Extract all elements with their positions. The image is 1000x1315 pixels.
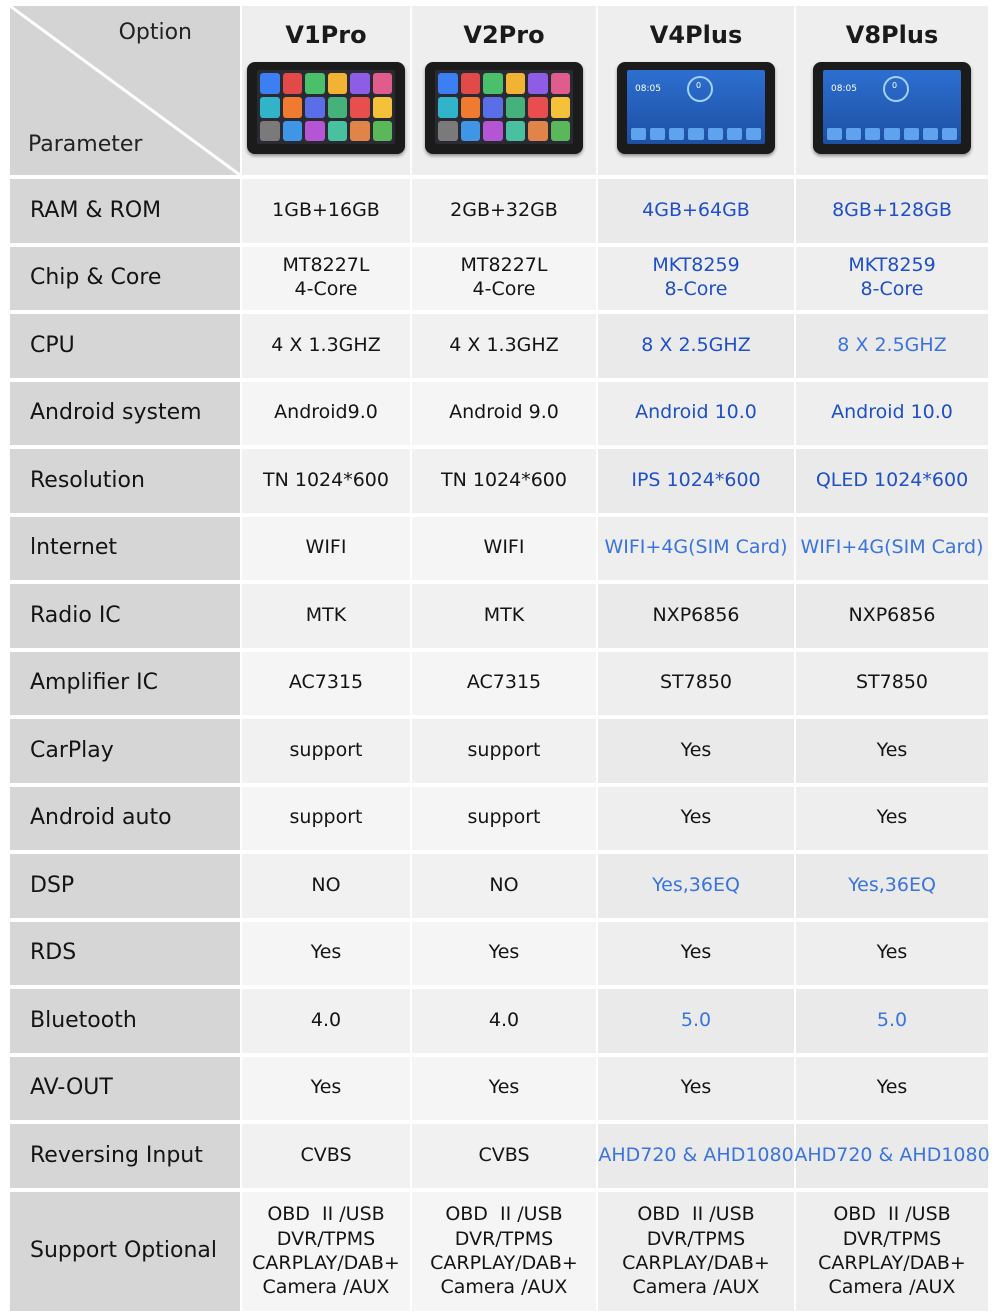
dock-icon <box>884 128 899 140</box>
spec-value: NO <box>242 854 412 922</box>
spec-value: QLED 1024*600 <box>796 449 990 517</box>
spec-value: AC7315 <box>242 652 412 720</box>
app-icon <box>506 97 526 118</box>
spec-value: MTK <box>412 584 598 652</box>
spec-value: 8GB+128GB <box>796 179 990 247</box>
param-label: RDS <box>10 922 242 990</box>
option-label: Option <box>118 20 192 45</box>
spec-value: NXP6856 <box>796 584 990 652</box>
app-icon <box>551 97 571 118</box>
spec-value: 2GB+32GB <box>412 179 598 247</box>
param-label: AV-OUT <box>10 1057 242 1125</box>
model-name: V4Plus <box>649 21 743 49</box>
app-icon <box>461 97 481 118</box>
dock-icon <box>865 128 880 140</box>
spec-value: IPS 1024*600 <box>598 449 796 517</box>
app-icon <box>483 121 503 142</box>
dock-icon <box>708 128 723 140</box>
spec-value: Yes <box>412 922 598 990</box>
spec-value: AHD720 & AHD1080 <box>796 1124 990 1192</box>
app-icon <box>283 121 303 142</box>
spec-value: 8 X 2.5GHZ <box>796 314 990 382</box>
comparison-table <box>10 6 990 1310</box>
spec-value: Android9.0 <box>242 382 412 450</box>
spec-value: 8 X 2.5GHZ <box>598 314 796 382</box>
model-header-v8plus <box>796 6 990 179</box>
app-icon <box>350 73 370 94</box>
dock-icon <box>923 128 938 140</box>
head-unit-image <box>813 62 971 154</box>
spec-value: support <box>412 787 598 855</box>
app-icon <box>260 97 280 118</box>
app-icon <box>438 97 458 118</box>
spec-value: MKT8259 8-Core <box>598 247 796 315</box>
spec-value: Yes <box>796 922 990 990</box>
app-icon <box>373 97 393 118</box>
head-unit-screen <box>435 70 573 144</box>
spec-value: Android 9.0 <box>412 382 598 450</box>
param-label: lnternet <box>10 517 242 585</box>
spec-value: Yes,36EQ <box>796 854 990 922</box>
model-name: V1Pro <box>285 21 367 49</box>
param-label: Radio IC <box>10 584 242 652</box>
app-dock <box>827 128 957 140</box>
spec-value: MKT8259 8-Core <box>796 247 990 315</box>
head-unit-screen <box>823 70 961 144</box>
spec-value: OBD II /USB DVR/TPMS CARPLAY/DAB+ Camera /AUX <box>598 1192 796 1315</box>
app-icon <box>483 73 503 94</box>
param-label: Support Optional <box>10 1192 242 1315</box>
dock-icon <box>827 128 842 140</box>
model-name: V2Pro <box>463 21 545 49</box>
dock-icon <box>846 128 861 140</box>
app-icon <box>260 73 280 94</box>
spec-value: ST7850 <box>796 652 990 720</box>
spec-value: Yes,36EQ <box>598 854 796 922</box>
spec-value: 4 X 1.3GHZ <box>412 314 598 382</box>
dock-icon <box>669 128 684 140</box>
spec-value: Yes <box>598 719 796 787</box>
dock-icon <box>650 128 665 140</box>
spec-value: WIFI <box>242 517 412 585</box>
app-icon <box>283 73 303 94</box>
app-icon <box>506 121 526 142</box>
app-icon <box>260 121 280 142</box>
param-label: Resolution <box>10 449 242 517</box>
app-icon <box>283 97 303 118</box>
parameter-label: Parameter <box>28 132 143 157</box>
spec-value: 4.0 <box>412 989 598 1057</box>
model-name: V8Plus <box>845 21 939 49</box>
app-icon <box>328 121 348 142</box>
param-label: RAM & ROM <box>10 179 242 247</box>
spec-value: WIFI+4G(SIM Card) <box>796 517 990 585</box>
spec-value: 4 X 1.3GHZ <box>242 314 412 382</box>
spec-value: 1GB+16GB <box>242 179 412 247</box>
app-icon <box>506 73 526 94</box>
spec-value: MT8227L 4-Core <box>242 247 412 315</box>
head-unit-screen <box>257 70 395 144</box>
head-unit-image <box>617 62 775 154</box>
dock-icon <box>631 128 646 140</box>
spec-value: Yes <box>598 787 796 855</box>
app-icon <box>328 73 348 94</box>
spec-value: 5.0 <box>598 989 796 1057</box>
spec-value: Yes <box>242 922 412 990</box>
spec-value: ST7850 <box>598 652 796 720</box>
app-icon <box>461 121 481 142</box>
spec-value: Yes <box>796 787 990 855</box>
spec-value: Yes <box>412 1057 598 1125</box>
screen-clock: 08:05 <box>635 84 661 95</box>
head-unit-screen <box>627 70 765 144</box>
spec-value: AC7315 <box>412 652 598 720</box>
model-header-v4plus <box>598 6 796 179</box>
spec-value: 4GB+64GB <box>598 179 796 247</box>
spec-value: WIFI <box>412 517 598 585</box>
dock-icon <box>688 128 703 140</box>
app-icon <box>305 121 325 142</box>
corner-header <box>10 6 242 179</box>
app-icon <box>305 73 325 94</box>
param-label: DSP <box>10 854 242 922</box>
app-icon <box>328 97 348 118</box>
spec-value: NO <box>412 854 598 922</box>
speed-dial-value: 0 <box>892 81 898 91</box>
spec-value: 4.0 <box>242 989 412 1057</box>
spec-value: Yes <box>796 719 990 787</box>
spec-value: Android 10.0 <box>796 382 990 450</box>
app-icon <box>551 121 571 142</box>
head-unit-image <box>247 62 405 154</box>
dock-icon <box>942 128 957 140</box>
param-label: CarPlay <box>10 719 242 787</box>
param-label: Android auto <box>10 787 242 855</box>
param-label: Chip & Core <box>10 247 242 315</box>
app-icon <box>373 73 393 94</box>
spec-value: support <box>242 719 412 787</box>
app-icon <box>461 73 481 94</box>
spec-value: MTK <box>242 584 412 652</box>
spec-value: Yes <box>242 1057 412 1125</box>
spec-value: Android 10.0 <box>598 382 796 450</box>
dock-icon <box>746 128 761 140</box>
app-icon <box>438 73 458 94</box>
spec-value: 5.0 <box>796 989 990 1057</box>
head-unit-image <box>425 62 583 154</box>
spec-value: Yes <box>598 922 796 990</box>
speed-dial-value: 0 <box>696 81 702 91</box>
param-label: Bluetooth <box>10 989 242 1057</box>
screen-clock: 08:05 <box>831 84 857 95</box>
app-icon <box>483 97 503 118</box>
app-icon <box>551 73 571 94</box>
param-label: Android system <box>10 382 242 450</box>
model-header-v2pro <box>412 6 598 179</box>
spec-value: Yes <box>598 1057 796 1125</box>
spec-value: support <box>412 719 598 787</box>
spec-value: Yes <box>796 1057 990 1125</box>
param-label: Reversing Input <box>10 1124 242 1192</box>
model-header-v1pro <box>242 6 412 179</box>
app-icon <box>438 121 458 142</box>
spec-value: OBD II /USB DVR/TPMS CARPLAY/DAB+ Camera /AUX <box>242 1192 412 1315</box>
spec-value: OBD II /USB DVR/TPMS CARPLAY/DAB+ Camera /AUX <box>796 1192 990 1315</box>
spec-value: CVBS <box>242 1124 412 1192</box>
spec-value: TN 1024*600 <box>242 449 412 517</box>
dock-icon <box>727 128 742 140</box>
param-label: CPU <box>10 314 242 382</box>
app-icon <box>528 97 548 118</box>
spec-value: CVBS <box>412 1124 598 1192</box>
spec-value: AHD720 & AHD1080 <box>598 1124 796 1192</box>
app-icon <box>528 121 548 142</box>
spec-value: OBD II /USB DVR/TPMS CARPLAY/DAB+ Camera /AUX <box>412 1192 598 1315</box>
app-dock <box>631 128 761 140</box>
spec-value: support <box>242 787 412 855</box>
app-icon <box>305 97 325 118</box>
app-icon <box>350 97 370 118</box>
app-icon <box>373 121 393 142</box>
app-icon <box>350 121 370 142</box>
dock-icon <box>904 128 919 140</box>
spec-value: WIFI+4G(SIM Card) <box>598 517 796 585</box>
spec-value: MT8227L 4-Core <box>412 247 598 315</box>
spec-value: TN 1024*600 <box>412 449 598 517</box>
app-icon <box>528 73 548 94</box>
spec-value: NXP6856 <box>598 584 796 652</box>
param-label: Amplifier IC <box>10 652 242 720</box>
